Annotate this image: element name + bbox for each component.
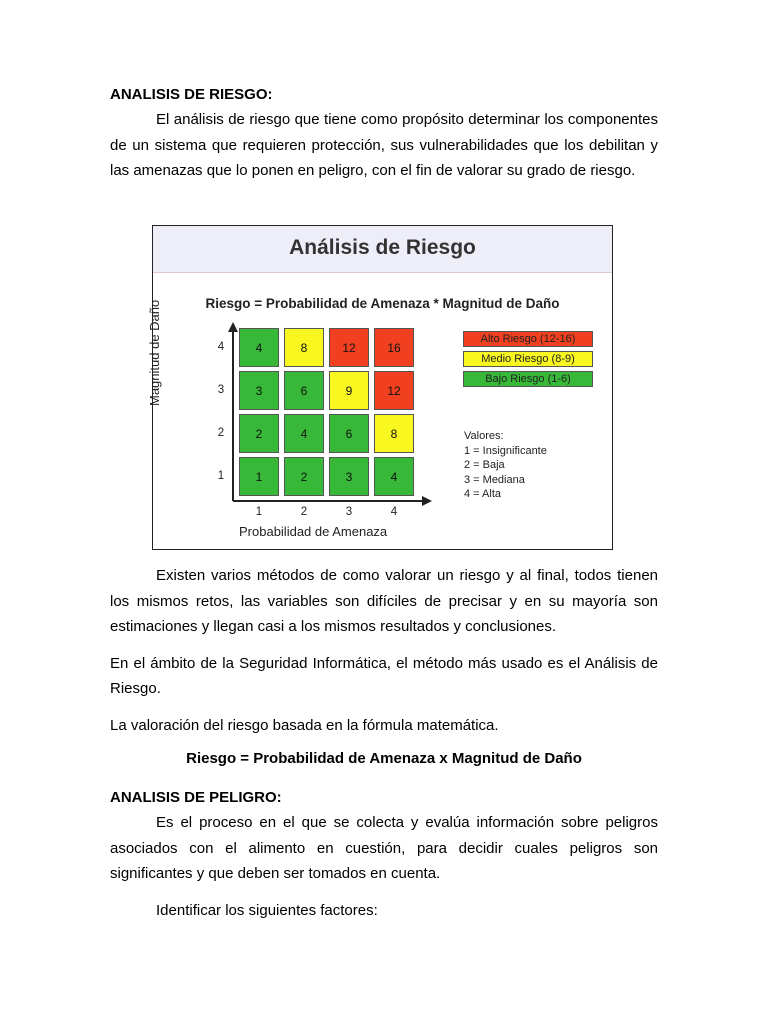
x-axis-label: Probabilidad de Amenaza <box>239 524 388 539</box>
matrix-cell: 3 <box>239 371 279 410</box>
matrix-cell: 3 <box>329 457 369 496</box>
x-tick-label: 4 <box>390 506 398 518</box>
values-item: 2 = Baja <box>464 459 505 471</box>
legend-item: Bajo Riesgo (1-6) <box>463 371 593 387</box>
figure-title: Análisis de Riesgo <box>289 236 476 259</box>
matrix-cell: 16 <box>374 328 414 367</box>
matrix-cell: 12 <box>329 328 369 367</box>
hazard-paragraph: Es el proceso en el que se colecta y evalúa información sobre peligros asociados con el alimento en cuestión, para decidir cuales peligros son significantes y que deben ser tomados en cuenta. <box>110 814 658 882</box>
risk-matrix-figure <box>147 225 613 550</box>
matrix-cell: 2 <box>284 457 324 496</box>
matrix-cell: 12 <box>374 371 414 410</box>
values-item: 4 = Alta <box>464 488 502 500</box>
y-tick-label: 3 <box>217 384 225 396</box>
matrix-cell: 6 <box>284 371 324 410</box>
risk-formula: Riesgo = Probabilidad de Amenaza x Magnitud de Daño <box>186 750 582 767</box>
x-tick-label: 3 <box>345 506 353 518</box>
values-list <box>464 429 547 502</box>
factors-paragraph: Identificar los siguientes factores: <box>156 901 378 919</box>
values-item: 3 = Mediana <box>464 473 525 486</box>
x-tick-label: 1 <box>255 506 263 518</box>
legend-item: Alto Riesgo (12-16) <box>463 331 593 347</box>
matrix-cell: 6 <box>329 414 369 453</box>
matrix-cell: 4 <box>239 328 279 367</box>
section-heading-peligro: ANALISIS DE PELIGRO: <box>110 789 282 806</box>
y-tick-label: 4 <box>217 341 225 353</box>
security-paragraph: En el ámbito de la Seguridad Informática, el método más usado es el Análisis de Riesgo. <box>110 654 658 697</box>
valuation-paragraph: La valoración del riesgo basada en la fórmula matemática. <box>110 716 499 734</box>
intro-paragraph: El análisis de riesgo que tiene como propósito determinar los componentes de un sistema que requieren protección, sus vulnerabilidades que los debilitan y las amenazas que lo ponen en peligro, con el fin de valorar su grado de riesgo. <box>110 111 658 179</box>
methods-paragraph: Existen varios métodos de como valorar un riesgo y al final, todos tienen los mismos retos, las variables son difíciles de precisar y en su mayoría son estimaciones y llegan casi a los mismos resultados y conclusiones. <box>110 567 658 635</box>
y-tick-label: 2 <box>217 427 225 439</box>
y-axis-label: Magnitud de Daño <box>147 299 162 406</box>
matrix-cell: 8 <box>284 328 324 367</box>
legend-item: Medio Riesgo (8-9) <box>463 351 593 367</box>
section-heading-riesgo: ANALISIS DE RIESGO: <box>110 86 273 103</box>
matrix-cell: 1 <box>239 457 279 496</box>
matrix-cell: 9 <box>329 371 369 410</box>
document-page <box>110 82 658 184</box>
matrix-cell: 2 <box>239 414 279 453</box>
matrix-cell: 8 <box>374 414 414 453</box>
values-item: 1 = Insignificante <box>464 444 547 457</box>
matrix-cell: 4 <box>284 414 324 453</box>
document-body <box>110 563 658 923</box>
values-title: Valores: <box>464 430 504 442</box>
y-tick-label: 1 <box>217 470 225 482</box>
figure-formula: Riesgo = Probabilidad de Amenaza * Magnitud de Daño <box>205 296 560 311</box>
matrix-cell: 4 <box>374 457 414 496</box>
x-tick-label: 2 <box>300 506 308 518</box>
